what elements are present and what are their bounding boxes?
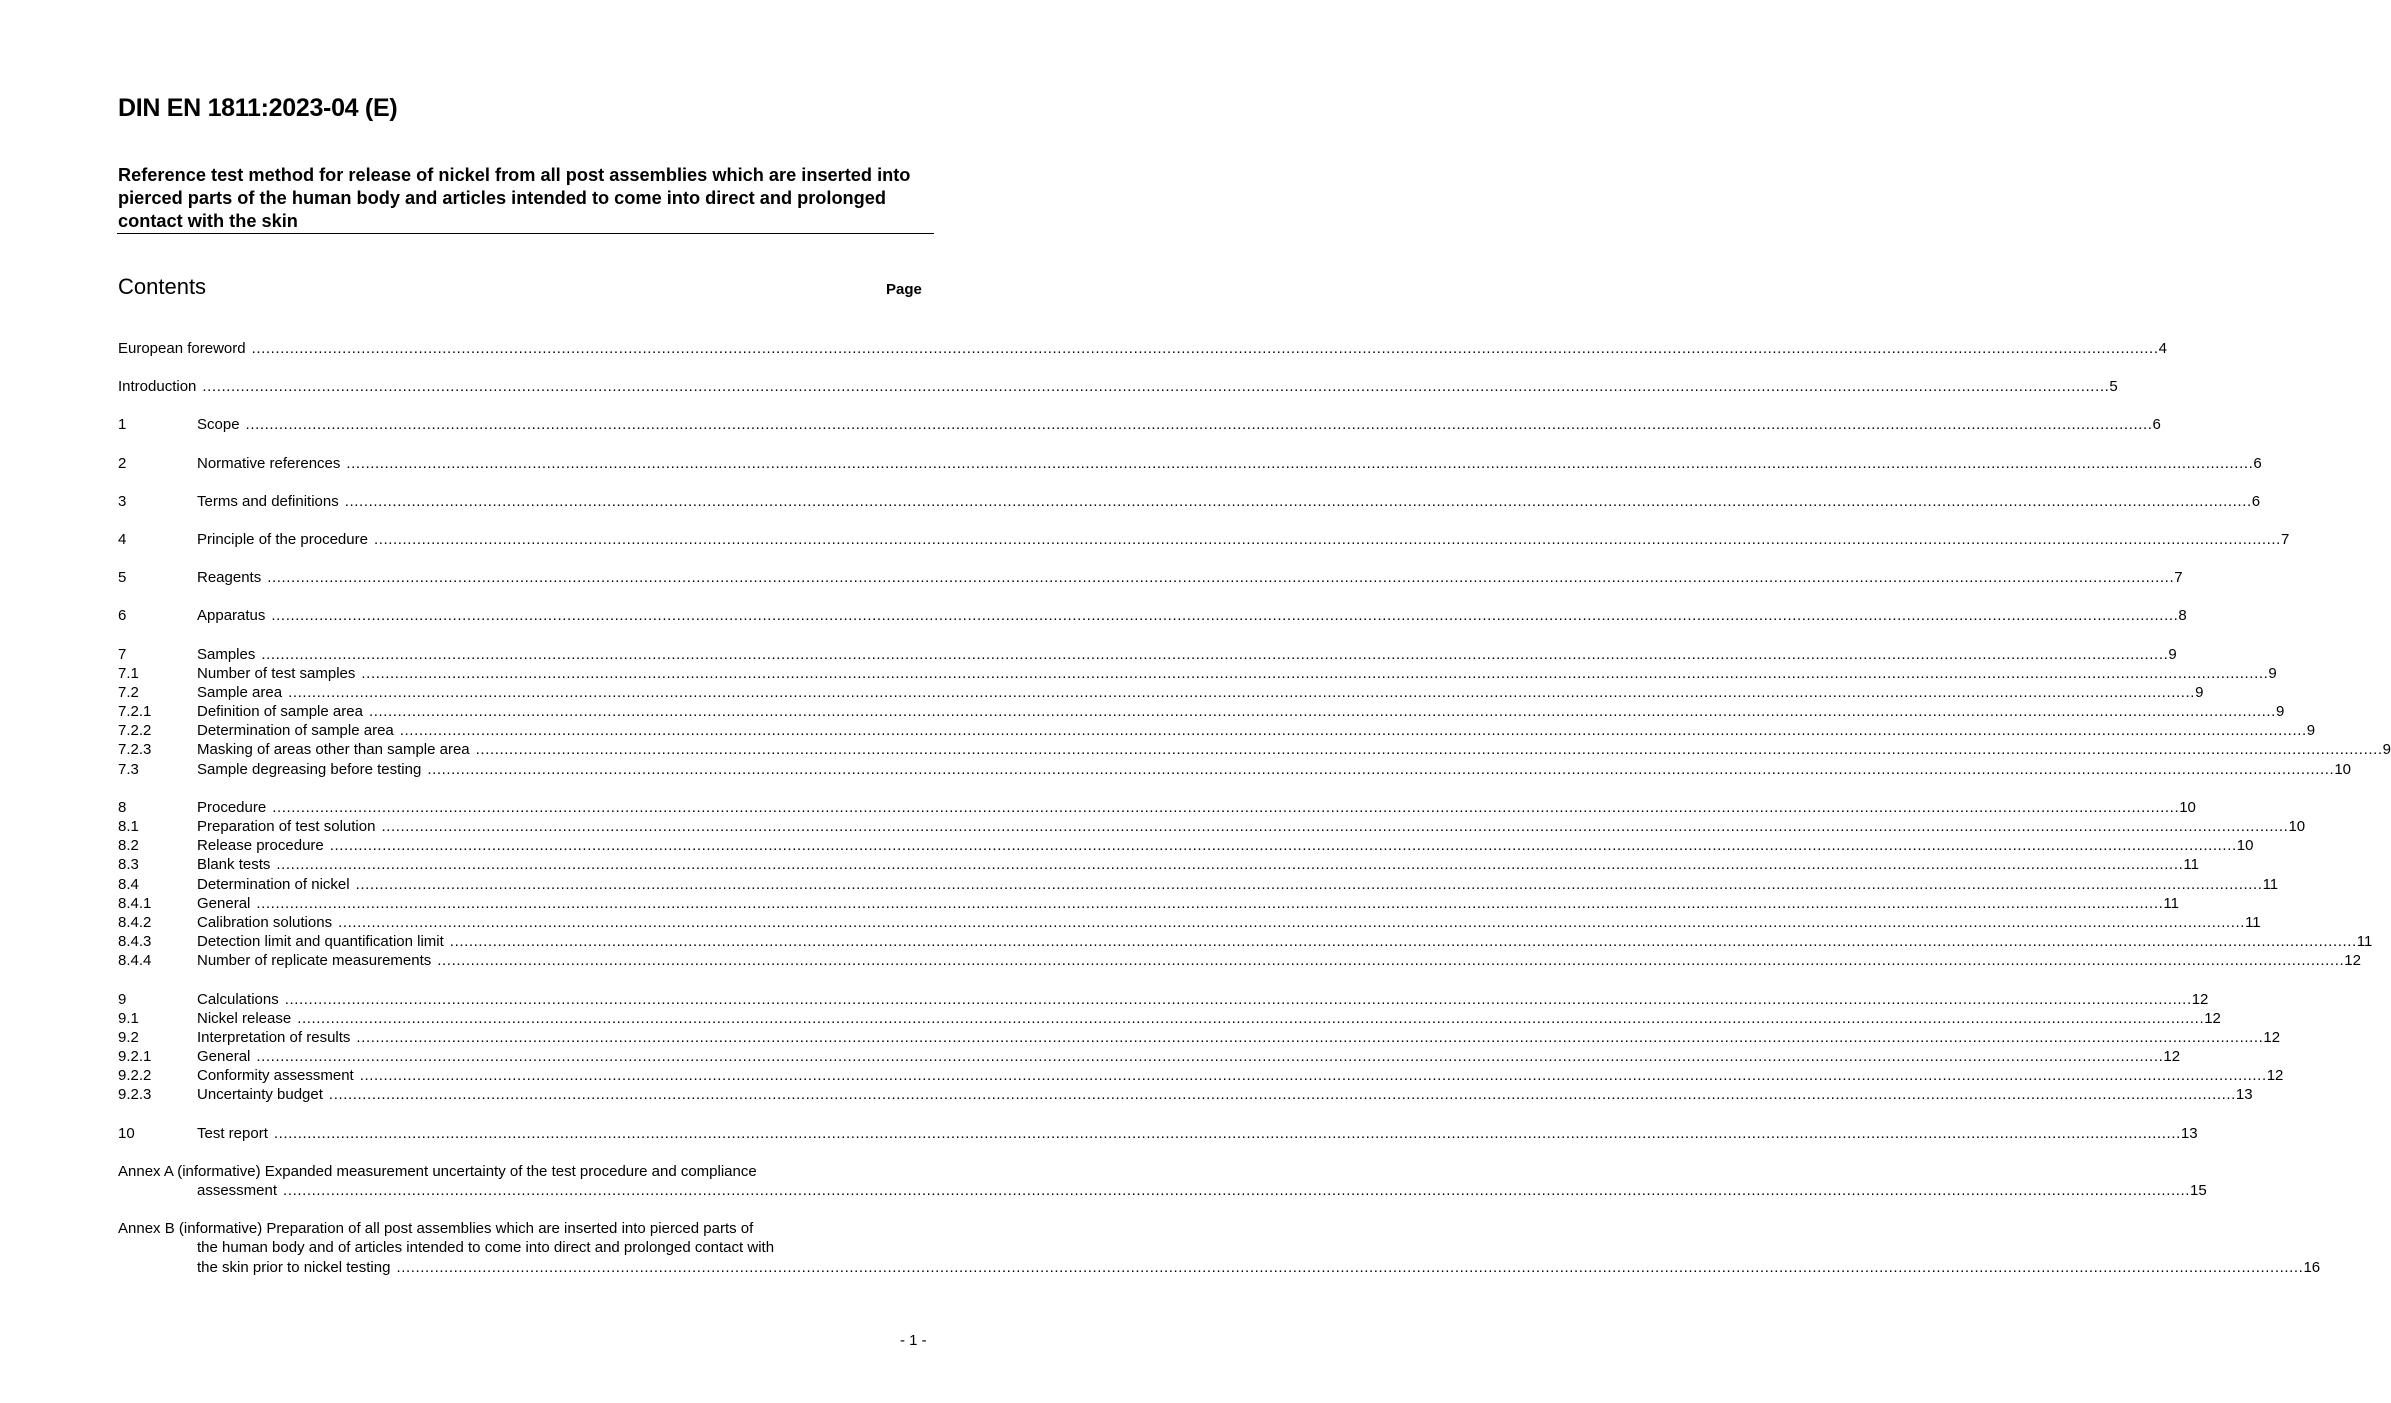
annex-title-line: Annex B (informative) Preparation of all post assemblies which are inserted into pierced parts of bbox=[118, 1220, 754, 1238]
toc-entry-number: 7.3 bbox=[118, 760, 139, 778]
toc-entry-1-scope[interactable] bbox=[118, 415, 2161, 434]
toc-entry-page: 10 bbox=[2288, 818, 2306, 835]
dot-leader: ................................................................................................................................................................................................................................................................................................................................................................................................................ bbox=[344, 492, 2252, 510]
dot-leader: ................................................................................................................................................................................................................................................................................................................................................................................................................ bbox=[271, 607, 2179, 625]
toc-entry-9-calculations[interactable] bbox=[118, 990, 2209, 1009]
toc-entry-number: 8.2 bbox=[118, 837, 139, 855]
dot-leader: ................................................................................................................................................................................................................................................................................................................................................................................................................ bbox=[251, 340, 2159, 357]
toc-entry-7-3-sample-degreasing-before-testing[interactable] bbox=[118, 760, 2351, 779]
toc-entry-page: 12 bbox=[2191, 990, 2209, 1008]
toc-entry-page: 6 bbox=[2251, 492, 2261, 510]
toc-entry-label: Principle of the procedure bbox=[197, 530, 368, 548]
dot-leader: ................................................................................................................................................................................................................................................................................................................................................................................................................ bbox=[256, 1048, 2164, 1066]
toc-entry-number: 8.4 bbox=[118, 875, 139, 893]
toc-entry-number: 8.4.1 bbox=[118, 894, 152, 912]
toc-entry-label: Normative references bbox=[197, 454, 341, 472]
annex-title-line: the skin prior to nickel testing bbox=[197, 1258, 391, 1276]
dot-leader: ................................................................................................................................................................................................................................................................................................................................................................................................................ bbox=[381, 818, 2289, 835]
toc-entry-label: Samples bbox=[197, 645, 256, 663]
dot-leader: ................................................................................................................................................................................................................................................................................................................................................................................................................ bbox=[328, 1086, 2236, 1104]
dot-leader: ................................................................................................................................................................................................................................................................................................................................................................................................................ bbox=[355, 875, 2263, 893]
toc-entry-label: Calculations bbox=[197, 990, 279, 1008]
dot-leader: ................................................................................................................................................................................................................................................................................................................................................................................................................ bbox=[273, 1124, 2181, 1142]
toc-entry-page: 8 bbox=[2178, 607, 2187, 625]
toc-entry-label: General bbox=[197, 894, 251, 912]
toc-entry-page: 11 bbox=[2356, 933, 2373, 951]
dot-leader: ................................................................................................................................................................................................................................................................................................................................................................................................................ bbox=[399, 722, 2307, 740]
toc-entry-page: 12 bbox=[2344, 952, 2361, 970]
dot-leader: ................................................................................................................................................................................................................................................................................................................................................................................................................ bbox=[283, 1182, 2191, 1199]
toc-entry-8-4-determination-of-nickel[interactable] bbox=[118, 875, 2279, 894]
dot-leader: ................................................................................................................................................................................................................................................................................................................................................................................................................ bbox=[396, 1258, 2304, 1276]
toc-entry-label: Detection limit and quantification limit bbox=[197, 933, 444, 951]
toc-entry-label: Procedure bbox=[197, 798, 267, 816]
toc-entry-number: 7.2.1 bbox=[118, 703, 152, 721]
toc-entry-number: 8 bbox=[118, 798, 127, 816]
document-title: Reference test method for release of nickel from all post assemblies which are inserted into pierced parts of the human body and articles intended to come into direct and prolonged contact with the skin bbox=[118, 165, 911, 231]
toc-entry-page: 10 bbox=[2179, 798, 2196, 816]
dot-leader: ................................................................................................................................................................................................................................................................................................................................................................................................................ bbox=[267, 569, 2175, 587]
dot-leader: ................................................................................................................................................................................................................................................................................................................................................................................................................ bbox=[245, 416, 2153, 434]
toc-entry-label: Determination of sample area bbox=[197, 722, 394, 740]
title-underline bbox=[117, 233, 934, 234]
dot-leader: ................................................................................................................................................................................................................................................................................................................................................................................................................ bbox=[359, 1067, 2267, 1085]
toc-entry-label: Scope bbox=[197, 416, 240, 434]
toc-entry-9-2-1-general[interactable] bbox=[118, 1047, 2181, 1066]
toc-entry-page: 10 bbox=[2334, 760, 2351, 778]
toc-entry-8-1-preparation-of-test-solution[interactable] bbox=[118, 817, 2306, 836]
toc-entry-7-1-number-of-test-samples[interactable] bbox=[118, 664, 2277, 683]
toc-entry-number: 9.1 bbox=[118, 1009, 139, 1027]
dot-leader: ................................................................................................................................................................................................................................................................................................................................................................................................................ bbox=[288, 683, 2196, 701]
toc-entry-label: Reagents bbox=[197, 569, 262, 587]
toc-entry-8-4-2-calibration-solutions[interactable] bbox=[118, 913, 2261, 932]
toc-entry-number: 3 bbox=[118, 492, 127, 510]
toc-entry-number: 7.2 bbox=[118, 683, 139, 701]
dot-leader: ................................................................................................................................................................................................................................................................................................................................................................................................................ bbox=[202, 378, 2110, 396]
toc-entry-5-reagents[interactable] bbox=[118, 568, 2183, 587]
toc-entry-page: 12 bbox=[2263, 1028, 2281, 1046]
dot-leader: ................................................................................................................................................................................................................................................................................................................................................................................................................ bbox=[437, 952, 2345, 970]
dot-leader: ................................................................................................................................................................................................................................................................................................................................................................................................................ bbox=[261, 645, 2169, 663]
toc-entry-page: 11 bbox=[2163, 894, 2179, 912]
toc-entry-page: 9 bbox=[2382, 741, 2391, 759]
toc-entry-label: Number of test samples bbox=[197, 664, 356, 682]
toc-entry-label: Nickel release bbox=[197, 1009, 292, 1027]
toc-entry-number: 7.2.3 bbox=[118, 741, 152, 759]
annex-title-line: the human body and of articles intended to come into direct and prolonged contact with bbox=[197, 1239, 775, 1257]
dot-leader: ................................................................................................................................................................................................................................................................................................................................................................................................................ bbox=[329, 837, 2237, 855]
toc-entry-label: Masking of areas other than sample area bbox=[197, 741, 470, 759]
toc-entry-introduction[interactable] bbox=[118, 377, 2118, 396]
toc-entry-9-1-nickel-release[interactable] bbox=[118, 1009, 2221, 1028]
toc-entry-number: 9 bbox=[118, 990, 127, 1008]
toc-entry-9-2-3-uncertainty-budget[interactable] bbox=[118, 1085, 2253, 1104]
dot-leader: ................................................................................................................................................................................................................................................................................................................................................................................................................ bbox=[272, 798, 2180, 816]
dot-leader: ................................................................................................................................................................................................................................................................................................................................................................................................................ bbox=[356, 1028, 2264, 1046]
toc-entry-number: 7.1 bbox=[118, 664, 139, 682]
toc-entry-label: Introduction bbox=[118, 378, 197, 396]
toc-entry-3-terms-and-definitions[interactable] bbox=[118, 492, 2261, 511]
toc-entry-4-principle-of-the-procedure[interactable] bbox=[118, 530, 2290, 549]
toc-entry-label: Sample area bbox=[197, 683, 283, 701]
toc-entry-page: 13 bbox=[2180, 1124, 2198, 1142]
toc-entry-page: 6 bbox=[2152, 416, 2161, 434]
dot-leader: ................................................................................................................................................................................................................................................................................................................................................................................................................ bbox=[368, 703, 2276, 721]
toc-entry-8-4-1-general[interactable] bbox=[118, 894, 2179, 913]
toc-entry-number: 1 bbox=[118, 416, 127, 434]
toc-entry-9-2-2-conformity-assessment[interactable] bbox=[118, 1066, 2284, 1085]
toc-entry-number: 4 bbox=[118, 530, 127, 548]
toc-entry-page: 12 bbox=[2204, 1009, 2221, 1027]
toc-entry-page: 10 bbox=[2236, 837, 2254, 855]
toc-entry-10-test-report[interactable] bbox=[118, 1124, 2198, 1143]
toc-entry-8-4-4-number-of-replicate-measurements[interactable] bbox=[118, 951, 2361, 970]
dot-leader: ................................................................................................................................................................................................................................................................................................................................................................................................................ bbox=[284, 990, 2192, 1008]
annex-title-line: Annex A (informative) Expanded measurement uncertainty of the test procedure and compliance bbox=[118, 1162, 757, 1180]
toc-entry-page: 9 bbox=[2268, 664, 2277, 682]
dot-leader: ................................................................................................................................................................................................................................................................................................................................................................................................................ bbox=[256, 894, 2164, 912]
toc-entry-page: 5 bbox=[2109, 378, 2118, 396]
toc-entry-number: 9.2 bbox=[118, 1028, 139, 1046]
toc-entry-european-foreword[interactable] bbox=[118, 339, 2167, 358]
toc-entry-8-4-3-detection-limit-and-quantification-limit[interactable] bbox=[118, 932, 2373, 951]
toc-entry-number: 9.2.3 bbox=[118, 1086, 152, 1104]
toc-entry-number: 8.3 bbox=[118, 856, 139, 874]
dot-leader: ................................................................................................................................................................................................................................................................................................................................................................................................................ bbox=[427, 760, 2335, 778]
toc-entry-label: Test report bbox=[197, 1124, 268, 1142]
toc-entry-7-samples[interactable] bbox=[118, 645, 2177, 664]
toc-entry-page: 7 bbox=[2174, 569, 2183, 587]
toc-entry-annex-b[interactable] bbox=[118, 1219, 2321, 1277]
toc-entry-number: 2 bbox=[118, 454, 127, 472]
toc-entry-7-2-sample-area[interactable] bbox=[118, 683, 2204, 702]
dot-leader: ................................................................................................................................................................................................................................................................................................................................................................................................................ bbox=[373, 530, 2281, 548]
dot-leader: ................................................................................................................................................................................................................................................................................................................................................................................................................ bbox=[297, 1009, 2205, 1027]
toc-entry-page: 12 bbox=[2163, 1048, 2181, 1066]
toc-entry-7-2-1-definition-of-sample-area[interactable] bbox=[118, 702, 2285, 721]
toc-entry-page: 4 bbox=[2158, 340, 2167, 357]
toc-entry-page: 16 bbox=[2303, 1258, 2321, 1276]
toc-entry-label: Determination of nickel bbox=[197, 875, 350, 893]
toc-entry-label: Blank tests bbox=[197, 856, 271, 874]
toc-entry-page: 11 bbox=[2262, 875, 2279, 893]
toc-entry-label: Terms and definitions bbox=[197, 492, 339, 510]
toc-entry-label: Number of replicate measurements bbox=[197, 952, 432, 970]
toc-entry-page: 6 bbox=[2253, 454, 2262, 472]
toc-entry-number: 5 bbox=[118, 569, 127, 587]
toc-entry-number: 9.2.2 bbox=[118, 1067, 152, 1085]
contents-heading: Contents bbox=[118, 274, 207, 299]
toc-entry-number: 8.4.3 bbox=[118, 933, 152, 951]
toc-entry-number: 10 bbox=[118, 1124, 135, 1142]
toc-entry-number: 9.2.1 bbox=[118, 1048, 152, 1066]
toc-entry-label: Sample degreasing before testing bbox=[197, 760, 422, 778]
toc-entry-8-3-blank-tests[interactable] bbox=[118, 855, 2199, 874]
toc-entry-8-2-release-procedure[interactable] bbox=[118, 836, 2254, 855]
toc-entry-page: 9 bbox=[2195, 683, 2204, 701]
toc-entry-number: 7.2.2 bbox=[118, 722, 152, 740]
toc-entry-page: 9 bbox=[2168, 645, 2177, 663]
annex-last-line bbox=[118, 1181, 2207, 1200]
toc-entry-label: General bbox=[197, 1048, 251, 1066]
table-of-contents bbox=[118, 339, 2391, 1277]
toc-entry-label: Interpretation of results bbox=[197, 1028, 351, 1046]
dot-leader: ................................................................................................................................................................................................................................................................................................................................................................................................................ bbox=[338, 913, 2246, 931]
toc-entry-number: 7 bbox=[118, 645, 127, 663]
toc-entry-page: 9 bbox=[2306, 722, 2316, 740]
toc-entry-page: 12 bbox=[2266, 1067, 2284, 1085]
toc-entry-page: 7 bbox=[2280, 530, 2290, 548]
toc-entry-label: Definition of sample area bbox=[197, 703, 363, 721]
toc-entry-number: 8.1 bbox=[118, 818, 139, 835]
dot-leader: ................................................................................................................................................................................................................................................................................................................................................................................................................ bbox=[361, 664, 2269, 682]
toc-entry-number: 6 bbox=[118, 607, 127, 625]
toc-entry-label: Apparatus bbox=[197, 607, 266, 625]
toc-entry-label: Conformity assessment bbox=[197, 1067, 354, 1085]
toc-entry-number: 8.4.4 bbox=[118, 952, 152, 970]
dot-leader: ................................................................................................................................................................................................................................................................................................................................................................................................................ bbox=[346, 454, 2254, 472]
toc-entry-page: 9 bbox=[2275, 703, 2285, 721]
toc-entry-8-procedure[interactable] bbox=[118, 798, 2196, 817]
toc-entry-7-2-3-masking-of-areas-other-than-sample-area[interactable] bbox=[118, 740, 2391, 759]
toc-entry-page: 15 bbox=[2190, 1182, 2207, 1199]
dot-leader: ................................................................................................................................................................................................................................................................................................................................................................................................................ bbox=[475, 741, 2383, 759]
toc-entry-label: Preparation of test solution bbox=[197, 818, 376, 835]
dot-leader: ................................................................................................................................................................................................................................................................................................................................................................................................................ bbox=[449, 933, 2357, 951]
toc-entry-label: Release procedure bbox=[197, 837, 324, 855]
page-number: - 1 - bbox=[900, 1332, 927, 1349]
page-column-heading: Page bbox=[886, 281, 922, 298]
dot-leader: ................................................................................................................................................................................................................................................................................................................................................................................................................ bbox=[276, 856, 2184, 874]
toc-entry-2-normative-references[interactable] bbox=[118, 454, 2262, 473]
toc-entry-label: Uncertainty budget bbox=[197, 1086, 323, 1104]
toc-entry-page: 11 bbox=[2245, 913, 2261, 931]
toc-entry-annex-a[interactable] bbox=[118, 1162, 2207, 1200]
document-code: DIN EN 1811:2023-04 (E) bbox=[118, 94, 398, 122]
toc-entry-6-apparatus[interactable] bbox=[118, 606, 2187, 625]
toc-entry-number: 8.4.2 bbox=[118, 913, 152, 931]
toc-entry-7-2-2-determination-of-sample-area[interactable] bbox=[118, 721, 2316, 740]
annex-title-line: assessment bbox=[197, 1182, 278, 1199]
toc-entry-9-2-interpretation-of-results[interactable] bbox=[118, 1028, 2281, 1047]
toc-entry-label: Calibration solutions bbox=[197, 913, 333, 931]
annex-last-line bbox=[118, 1258, 2321, 1277]
toc-entry-label: European foreword bbox=[118, 340, 246, 357]
toc-entry-page: 11 bbox=[2183, 856, 2199, 874]
toc-entry-page: 13 bbox=[2235, 1086, 2253, 1104]
